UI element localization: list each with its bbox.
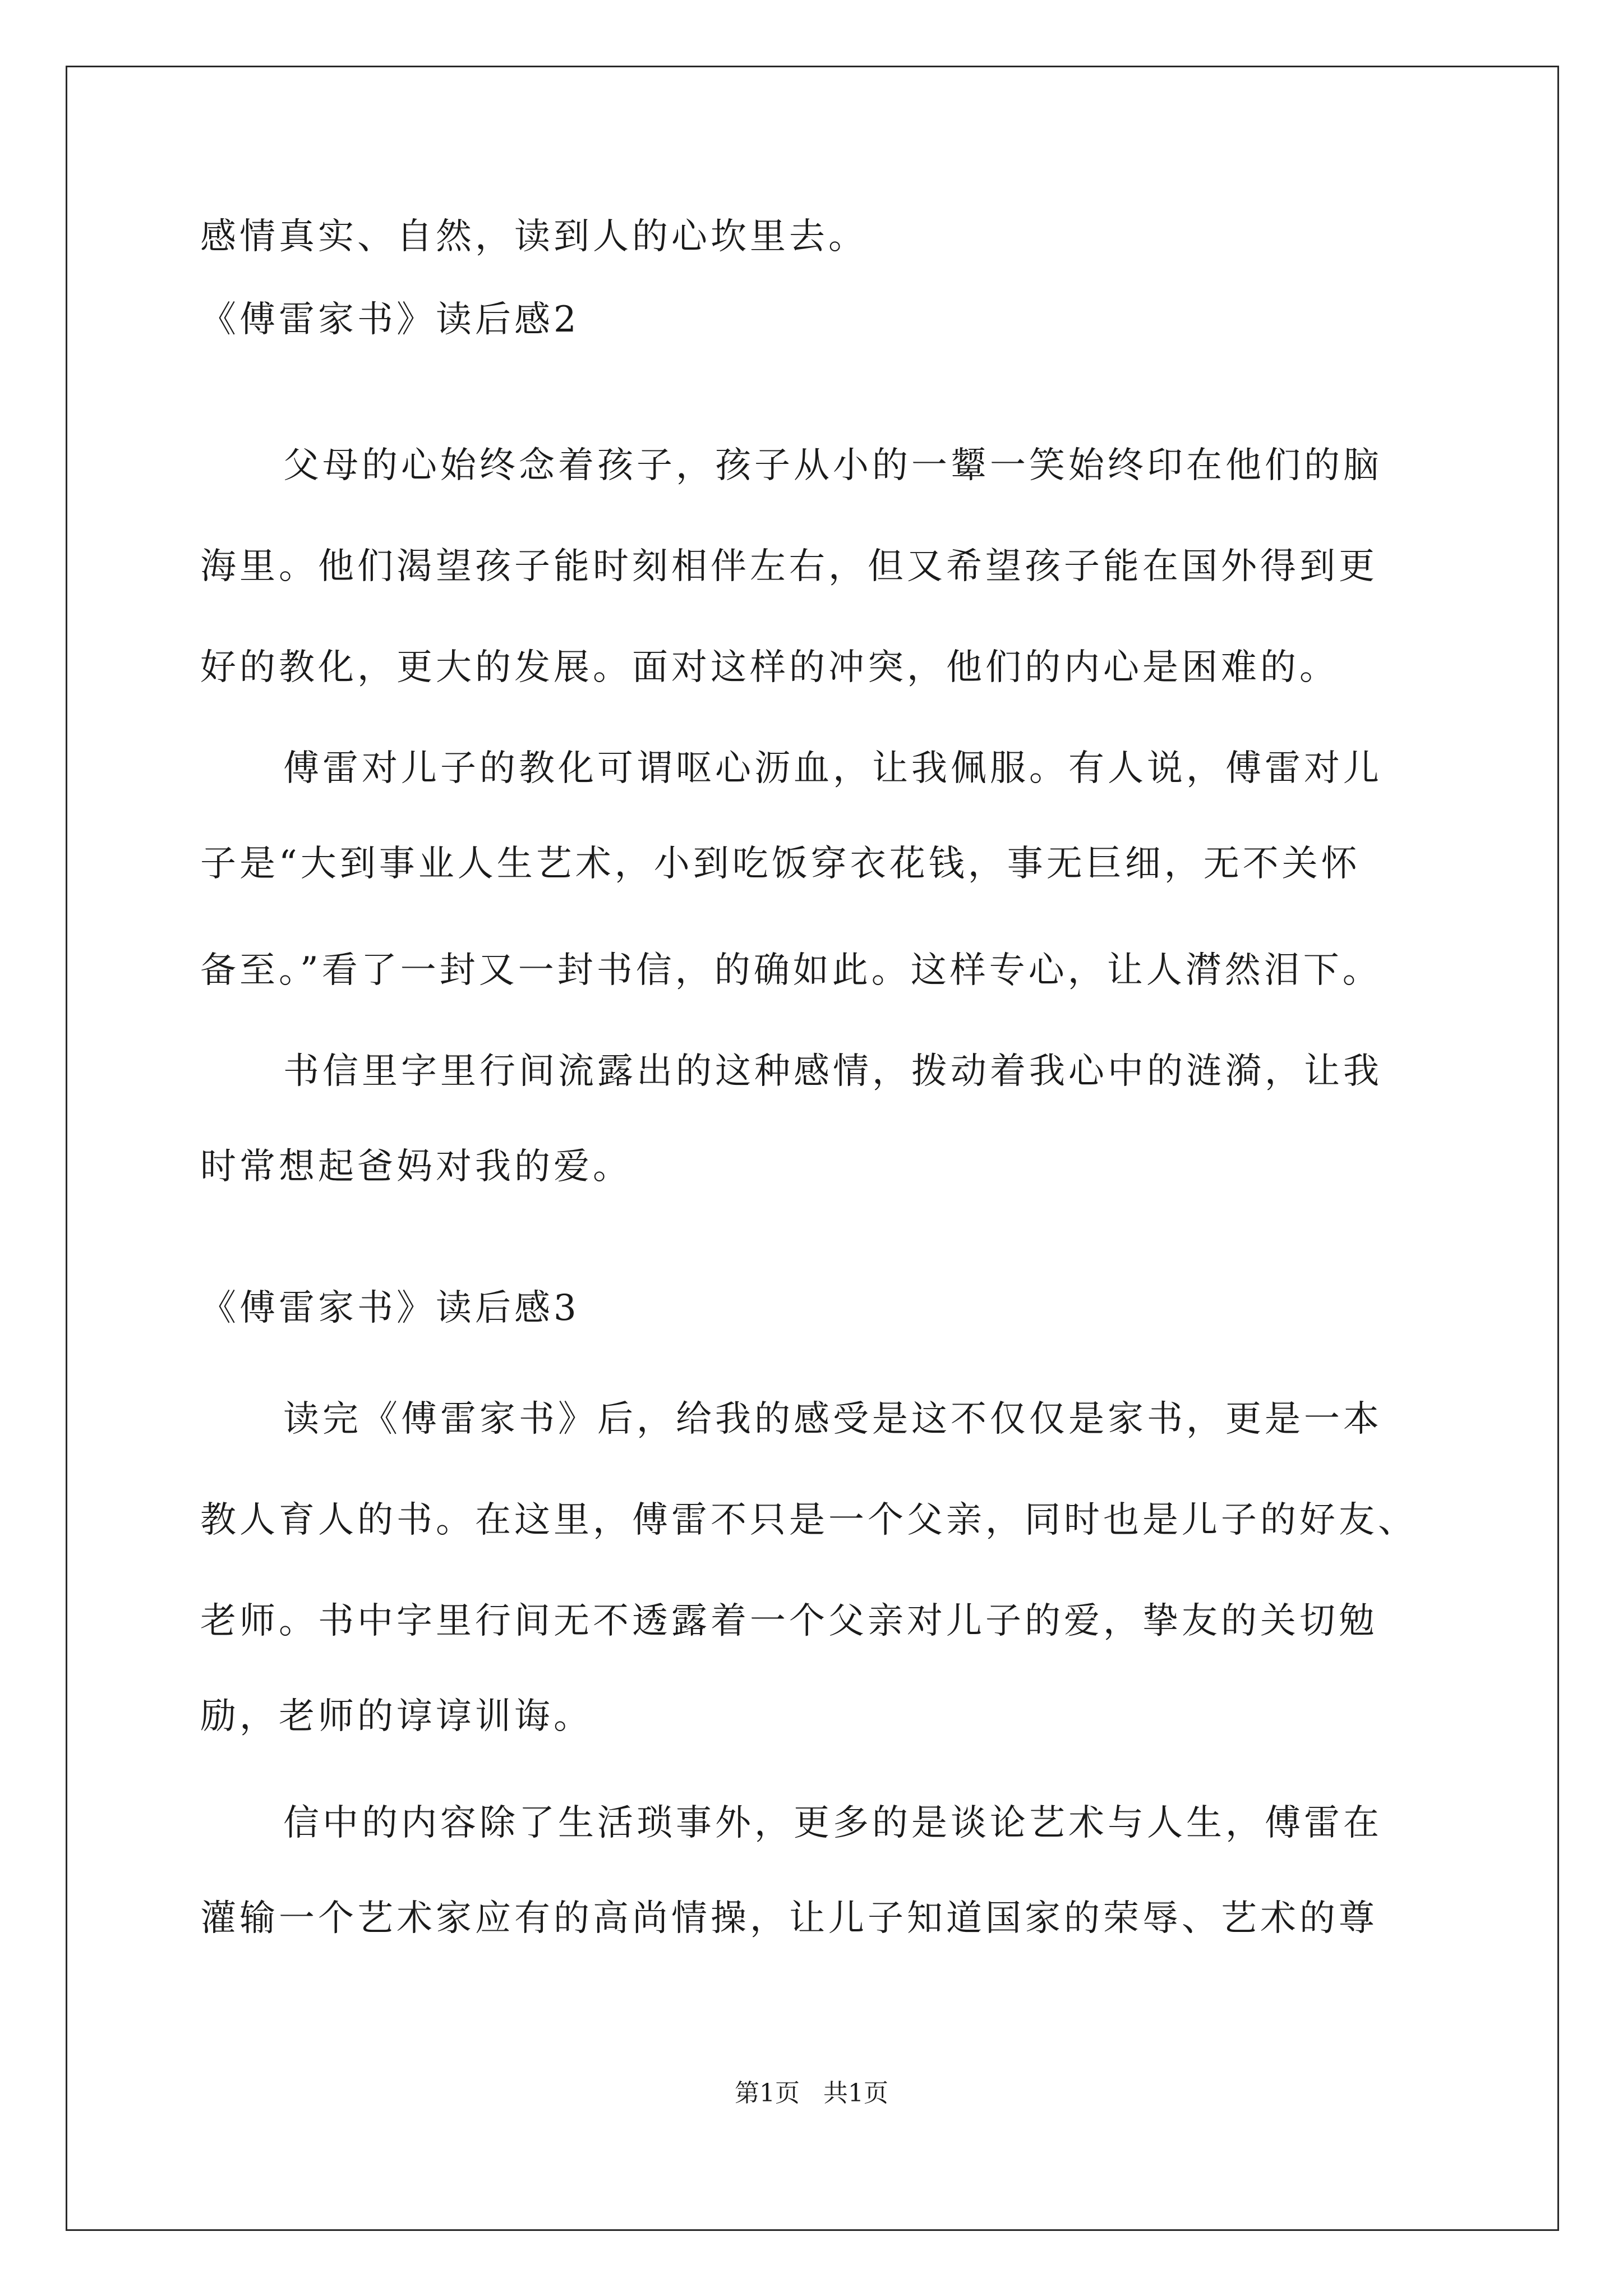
paragraph-line: 傅雷对儿子的教化可谓呕心沥血，让我佩服。有人说，傅雷对儿 xyxy=(283,748,1382,789)
paragraph-line: 子是“大到事业人生艺术，小到吃饭穿衣花钱，事无巨细，无不关怀 xyxy=(200,843,1361,885)
paragraph-line: 信中的内容除了生活琐事外，更多的是谈论艺术与人生，傅雷在 xyxy=(283,1802,1382,1844)
paragraph-line: 备至。”看了一封又一封书信，的确如此。这样专心，让人潸然泪下。 xyxy=(200,950,1382,991)
paragraph-line: 感情真实、自然，读到人的心坎里去。 xyxy=(200,216,868,257)
paragraph-line: 书信里字里行间流露出的这种感情，拨动着我心中的涟漪，让我 xyxy=(283,1051,1382,1092)
paragraph-line: 老师。书中字里行间无不透露着一个父亲对儿子的爱，挚友的关切勉 xyxy=(200,1600,1378,1642)
paragraph-line: 好的教化，更大的发展。面对这样的冲突，他们的内心是困难的。 xyxy=(200,647,1339,688)
paragraph-line: 海里。他们渴望孩子能时刻相伴左右，但又希望孩子能在国外得到更 xyxy=(200,546,1378,587)
paragraph-line: 父母的心始终念着孩子，孩子从小的一颦一笑始终印在他们的脑 xyxy=(283,445,1382,486)
paragraph-line: 教人育人的书。在这里，傅雷不只是一个父亲，同时也是儿子的好友、 xyxy=(200,1499,1417,1541)
paragraph-line: 读完《傅雷家书》后，给我的感受是这不仅仅是家书，更是一本 xyxy=(283,1398,1382,1440)
paragraph-line: 时常想起爸妈对我的爱。 xyxy=(200,1146,632,1188)
section-heading: 《傅雷家书》读后感2 xyxy=(200,299,580,341)
page-number-footer: 第1页 共1页 xyxy=(735,2079,888,2108)
paragraph-line: 励，老师的谆谆训诲。 xyxy=(200,1696,593,1737)
section-heading: 《傅雷家书》读后感3 xyxy=(200,1287,580,1329)
paragraph-line: 灌输一个艺术家应有的高尚情操，让儿子知道国家的荣辱、艺术的尊 xyxy=(200,1898,1378,1939)
